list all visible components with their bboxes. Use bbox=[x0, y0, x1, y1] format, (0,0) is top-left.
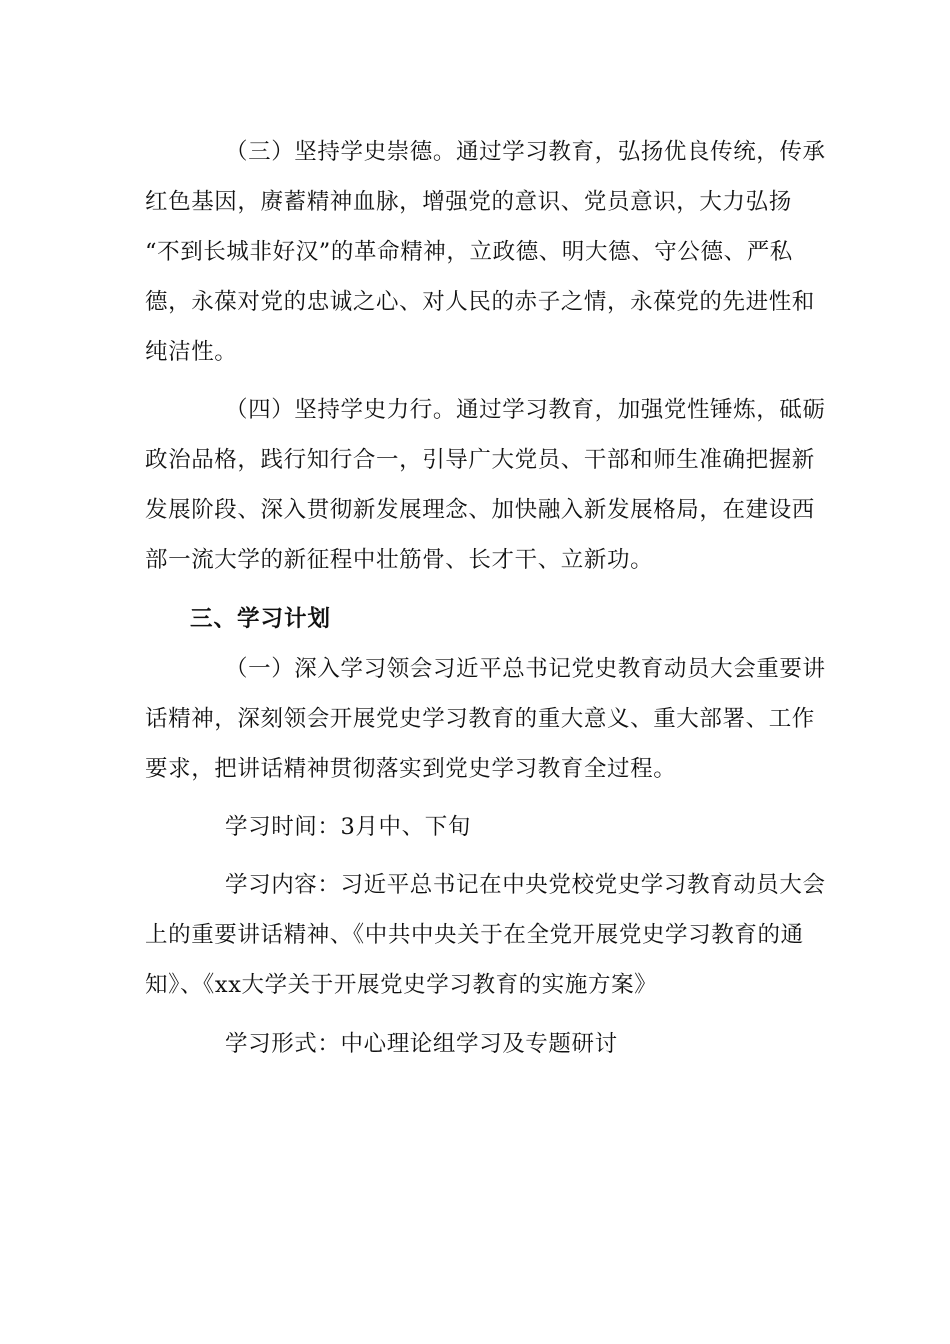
paragraph-point-three-line-4: 德，永葆对党的忠诚之心、对人民的赤子之情，永葆党的先进性和 bbox=[145, 289, 815, 315]
paragraph-point-three-line-1: （三）坚持学史崇德。通过学习教育，弘扬优良传统，传承 bbox=[225, 139, 826, 165]
study-content-line-1: 学习内容：习近平总书记在中央党校党史学习教育动员大会 bbox=[225, 872, 826, 898]
section-heading-study-plan: 三、学习计划 bbox=[190, 606, 332, 632]
paragraph-plan-item-one-line-3: 要求，把讲话精神贯彻落实到党史学习教育全过程。 bbox=[145, 756, 677, 782]
paragraph-point-four-line-1: （四）坚持学史力行。通过学习教育，加强党性锤炼，砥砺 bbox=[225, 397, 826, 423]
paragraph-point-three-line-3: “不到长城非好汉”的革命精神，立政德、明大德、守公德、严私 bbox=[145, 239, 793, 265]
paragraph-point-four-line-4: 部一流大学的新征程中壮筋骨、长才干、立新功。 bbox=[145, 547, 654, 573]
paragraph-point-four-line-3: 发展阶段、深入贯彻新发展理念、加快融入新发展格局，在建设西 bbox=[145, 497, 815, 523]
study-content-line-3: 知》、《xx大学关于开展党史学习教育的实施方案》 bbox=[145, 972, 658, 998]
study-content-line-2: 上的重要讲话精神、《中共中央关于在全党开展党史学习教育的通 bbox=[145, 922, 804, 948]
study-time-line: 学习时间：3月中、下旬 bbox=[225, 814, 471, 840]
paragraph-plan-item-one-line-2: 话精神，深刻领会开展党史学习教育的重大意义、重大部署、工作 bbox=[145, 706, 815, 732]
paragraph-point-three-line-2: 红色基因，赓蓄精神血脉，增强党的意识、党员意识，大力弘扬 bbox=[145, 189, 792, 215]
paragraph-plan-item-one-line-1: （一）深入学习领会习近平总书记党史教育动员大会重要讲 bbox=[225, 656, 826, 682]
study-format-line: 学习形式：中心理论组学习及专题研讨 bbox=[225, 1031, 618, 1057]
paragraph-point-three-line-5: 纯洁性。 bbox=[145, 339, 238, 365]
paragraph-point-four-line-2: 政治品格，践行知行合一，引导广大党员、干部和师生准确把握新 bbox=[145, 447, 815, 473]
